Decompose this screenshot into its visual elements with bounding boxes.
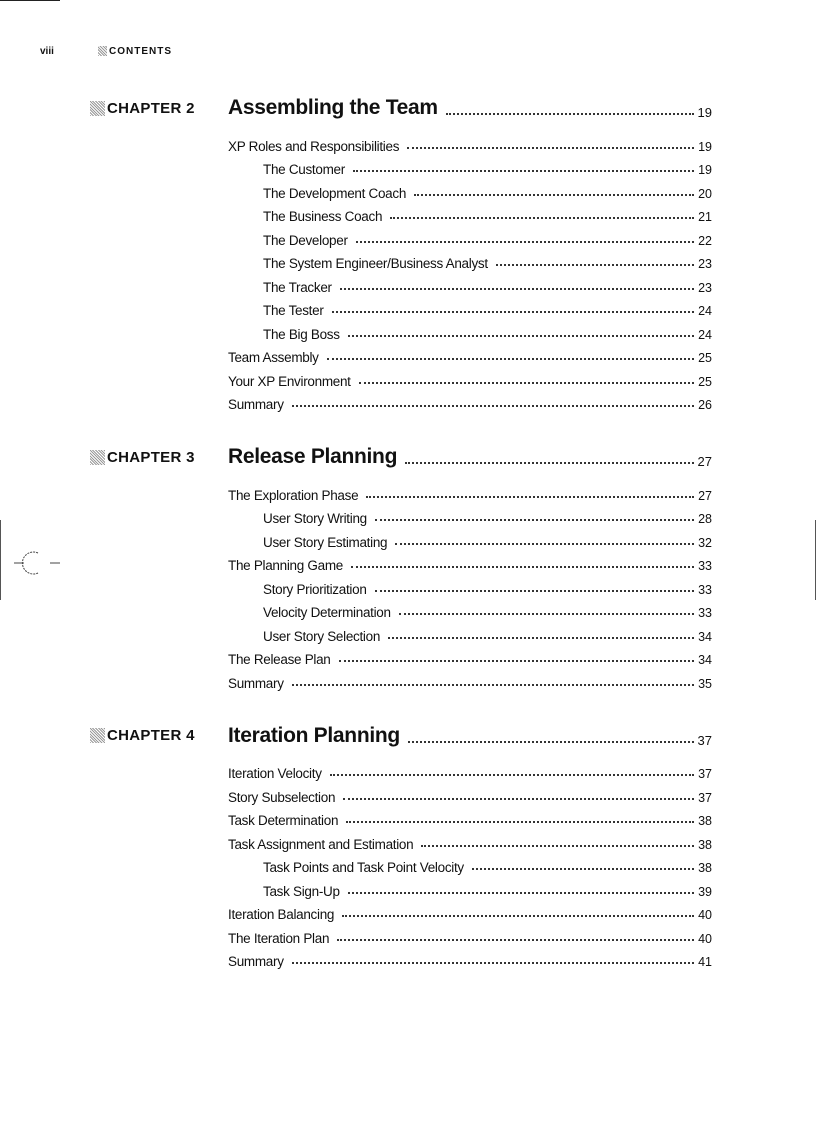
entry-page-number: 33 (698, 582, 712, 597)
entry-title: Task Sign-Up (263, 883, 340, 899)
toc-subsection-entry[interactable] (263, 295, 712, 319)
entry-title: The Tester (263, 303, 324, 318)
toc-section-entry[interactable] (228, 667, 712, 691)
running-title: CONTENTS (109, 45, 172, 57)
entry-title: Summary (228, 675, 284, 691)
toc-subsection-entry[interactable] (263, 201, 712, 225)
toc-subsection-entry[interactable] (263, 597, 712, 621)
chapter-entries (228, 758, 712, 970)
chapter-page-number: 27 (697, 454, 712, 469)
chapter-entries (228, 479, 712, 691)
dot-leader (343, 798, 694, 800)
entry-page-number: 25 (698, 351, 712, 365)
hatch-ornament-icon (98, 46, 107, 56)
entry-title: Story Prioritization (263, 581, 367, 597)
entry-title: The Big Boss (263, 326, 340, 342)
toc-subsection-entry[interactable] (263, 620, 712, 644)
dot-leader (292, 684, 694, 686)
entry-title: Iteration Velocity (228, 766, 322, 781)
chapter-heading[interactable] (90, 720, 712, 752)
entry-page-number: 23 (698, 280, 712, 295)
chapter-entries (228, 130, 712, 412)
dot-leader (292, 962, 694, 964)
chapter-title: Assembling the Team (228, 96, 438, 119)
entry-page-number: 26 (698, 398, 712, 412)
chapter-page-number: 37 (697, 732, 712, 748)
toc-subsection-entry[interactable] (263, 503, 712, 527)
registration-mark-icon (14, 548, 60, 578)
toc-section-entry[interactable] (228, 899, 712, 923)
chapter-label (90, 727, 228, 744)
toc-section-entry[interactable] (228, 479, 712, 503)
entry-page-number: 20 (698, 186, 712, 201)
entry-title: User Story Estimating (263, 534, 388, 550)
toc-subsection-entry[interactable] (263, 271, 712, 295)
entry-title: User Story Writing (263, 511, 367, 526)
dot-leader (408, 741, 694, 743)
entry-title: The Customer (263, 162, 345, 177)
toc-section-entry[interactable] (228, 946, 712, 970)
toc-subsection-entry[interactable] (263, 224, 712, 248)
chapter-title: Iteration Planning (228, 723, 400, 747)
entry-title: The Iteration Plan (228, 930, 330, 946)
dot-leader (405, 462, 693, 464)
entry-title: The Business Coach (263, 209, 383, 224)
chapter-label (90, 100, 228, 117)
dot-leader (375, 519, 694, 521)
hatch-ornament-icon (90, 101, 105, 116)
entry-title: Summary (228, 397, 284, 412)
entry-page-number: 35 (698, 676, 712, 691)
dot-leader (359, 382, 694, 384)
entry-page-number: 38 (698, 861, 712, 875)
chapter-title-row (228, 724, 712, 748)
chapter-number: CHAPTER 4 (107, 727, 195, 744)
chapter-number: CHAPTER 3 (107, 448, 195, 466)
entry-page-number: 33 (698, 606, 712, 620)
chapter-section (90, 720, 712, 970)
entry-title: Velocity Determination (263, 605, 391, 620)
entry-title: The System Engineer/Business Analyst (263, 256, 488, 271)
dot-leader (472, 868, 694, 870)
toc-subsection-entry[interactable] (263, 177, 712, 201)
entry-page-number: 40 (698, 908, 712, 922)
entry-title: The Exploration Phase (228, 487, 359, 503)
chapter-section (90, 92, 712, 412)
dot-leader (414, 194, 694, 196)
dot-leader (346, 821, 694, 823)
entry-title: Summary (228, 954, 284, 969)
toc-section-entry[interactable] (228, 365, 712, 389)
toc-section-entry[interactable] (228, 922, 712, 946)
top-margin-rule (0, 0, 60, 1)
entry-page-number: 33 (698, 559, 712, 573)
toc-section-entry[interactable] (228, 130, 712, 154)
toc-subsection-entry[interactable] (263, 573, 712, 597)
toc-section-entry[interactable] (228, 805, 712, 829)
chapter-label (90, 449, 228, 466)
entry-title: Task Determination (228, 813, 339, 828)
dot-leader (342, 915, 694, 917)
dot-leader (407, 147, 694, 149)
left-edge-rule (0, 520, 1, 600)
dot-leader (390, 217, 694, 219)
dot-leader (399, 613, 694, 615)
toc-section-entry[interactable] (228, 828, 712, 852)
dot-leader (348, 335, 694, 337)
toc-section-entry[interactable] (228, 758, 712, 782)
entry-page-number: 19 (698, 139, 712, 154)
toc-subsection-entry[interactable] (263, 154, 712, 178)
entry-page-number: 23 (698, 257, 712, 271)
toc-subsection-entry[interactable] (263, 318, 712, 342)
entry-page-number: 24 (698, 304, 712, 318)
entry-title: Task Points and Task Point Velocity (263, 860, 464, 875)
chapter-heading[interactable] (90, 92, 712, 124)
dot-leader (340, 288, 694, 290)
dot-leader (327, 358, 694, 360)
entry-page-number: 27 (698, 488, 712, 503)
chapter-section (90, 441, 712, 691)
entry-title: Story Subselection (228, 789, 336, 805)
chapter-title-row (228, 445, 712, 469)
dot-leader (356, 241, 694, 243)
hatch-ornament-icon (90, 450, 105, 465)
entry-title: The Development Coach (263, 185, 407, 201)
hatch-ornament-icon (90, 728, 105, 743)
dot-leader (446, 113, 694, 115)
dot-leader (339, 660, 695, 662)
dot-leader (395, 543, 694, 545)
entry-page-number: 41 (698, 955, 712, 969)
dot-leader (366, 496, 694, 498)
toc-subsection-entry[interactable] (263, 248, 712, 272)
dot-leader (292, 405, 694, 407)
entry-page-number: 32 (698, 535, 712, 550)
entry-page-number: 22 (698, 233, 712, 248)
toc-subsection-entry[interactable] (263, 875, 712, 899)
chapter-number: CHAPTER 2 (107, 99, 195, 117)
entry-page-number: 21 (698, 210, 712, 224)
toc-subsection-entry[interactable] (263, 526, 712, 550)
dot-leader (330, 774, 694, 776)
entry-page-number: 37 (698, 790, 712, 805)
entry-title: The Planning Game (228, 558, 343, 573)
entry-page-number: 34 (698, 653, 712, 667)
toc-section-entry[interactable] (228, 342, 712, 366)
toc-subsection-entry[interactable] (263, 852, 712, 876)
dot-leader (421, 845, 694, 847)
entry-title: Iteration Balancing (228, 907, 335, 922)
entry-title: Team Assembly (228, 350, 319, 365)
page-folio: viii (40, 45, 54, 57)
entry-page-number: 37 (698, 767, 712, 781)
dot-leader (388, 637, 694, 639)
toc-section-entry[interactable] (228, 781, 712, 805)
table-of-contents (90, 92, 712, 998)
entry-title: Task Assignment and Estimation (228, 836, 414, 852)
entry-title: Your XP Environment (228, 373, 351, 389)
entry-title: The Developer (263, 232, 348, 248)
entry-title: The Release Plan (228, 652, 331, 667)
entry-title: XP Roles and Responsibilities (228, 138, 400, 154)
chapter-heading[interactable] (90, 441, 712, 473)
dot-leader (353, 170, 694, 172)
chapter-title-row (228, 96, 712, 120)
dot-leader (496, 264, 694, 266)
toc-section-entry[interactable] (228, 644, 712, 668)
entry-page-number: 34 (698, 629, 712, 644)
entry-page-number: 38 (698, 837, 712, 852)
entry-page-number: 38 (698, 814, 712, 828)
chapter-page-number: 19 (697, 105, 712, 120)
dot-leader (351, 566, 694, 568)
entry-title: The Tracker (263, 279, 332, 295)
dot-leader (375, 590, 695, 592)
entry-page-number: 39 (698, 884, 712, 899)
entry-page-number: 25 (698, 374, 712, 389)
running-header (40, 44, 172, 58)
chapter-title: Release Planning (228, 445, 398, 468)
toc-section-entry[interactable] (228, 550, 712, 574)
dot-leader (337, 939, 694, 941)
entry-title: User Story Selection (263, 628, 381, 644)
entry-page-number: 19 (698, 163, 712, 177)
entry-page-number: 40 (698, 931, 712, 946)
entry-page-number: 24 (698, 327, 712, 342)
entry-page-number: 28 (698, 512, 712, 526)
toc-section-entry[interactable] (228, 389, 712, 413)
dot-leader (348, 892, 694, 894)
dot-leader (332, 311, 695, 313)
